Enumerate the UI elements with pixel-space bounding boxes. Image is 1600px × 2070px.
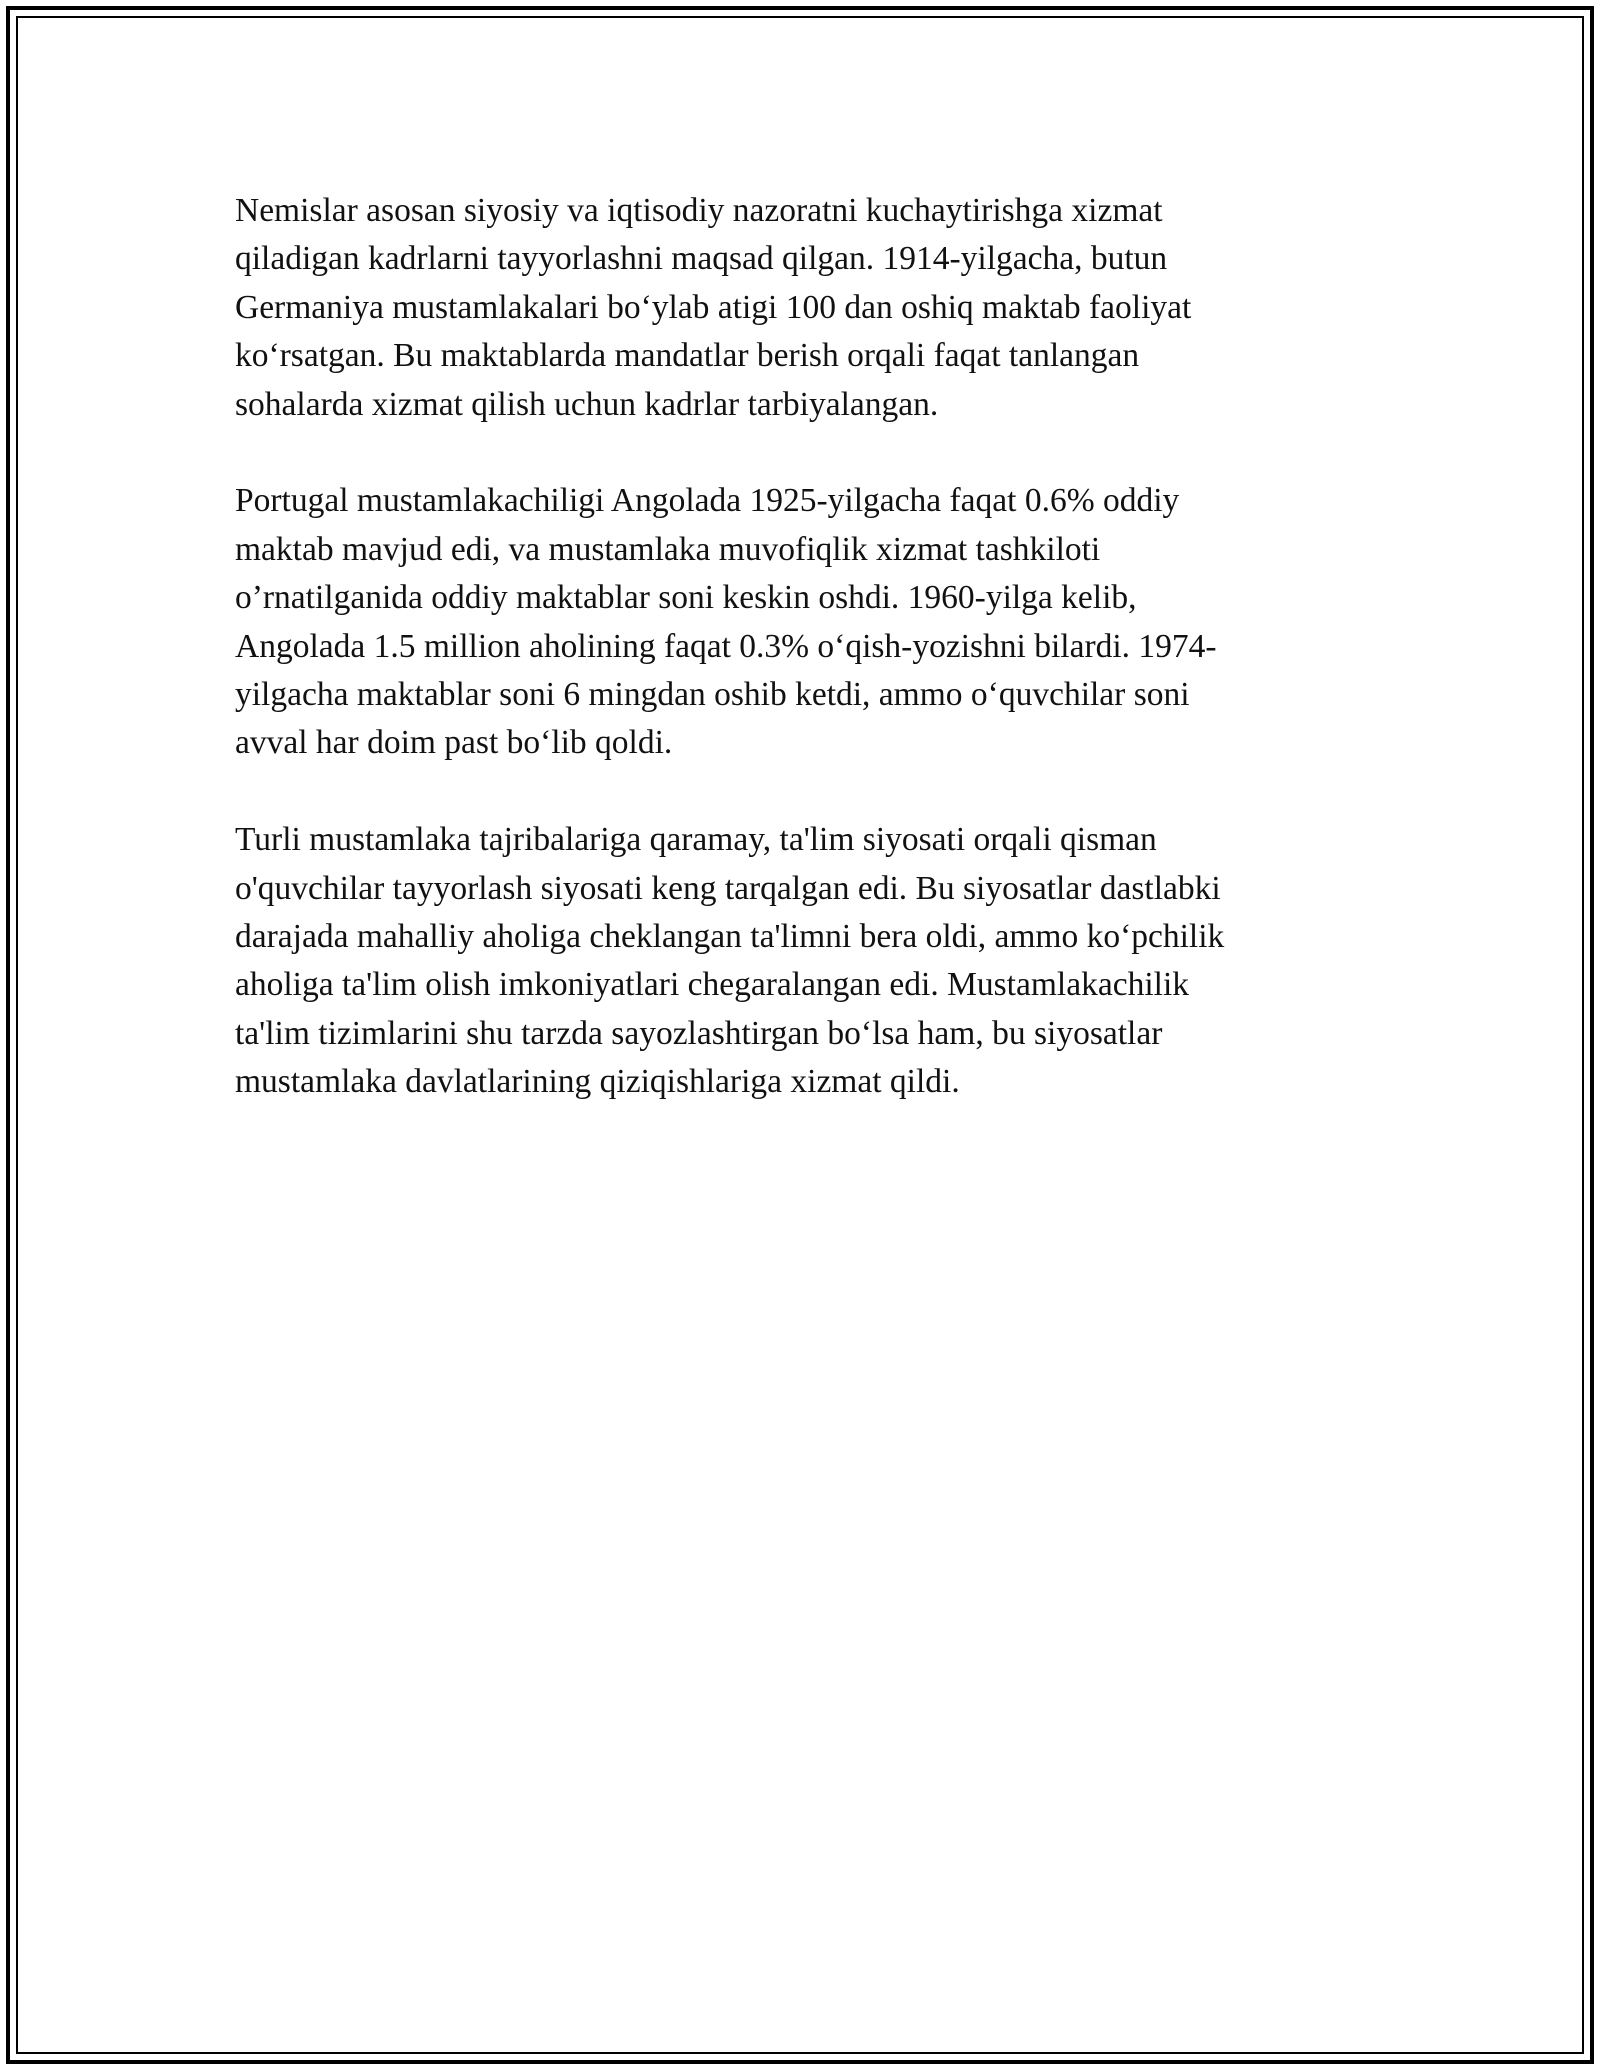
- paragraph-colonial-policy-summary: Turli mustamlaka tajribalariga qaramay, ta'lim siyosati orqali qisman o'quvchilar tayyorlash siyosati keng tarqalgan edi. Bu siyosatlar dastlabki darajada mahalliy aholiga cheklangan ta'limni bera oldi, ammo ko‘pchilik aholiga ta'lim olish imkoniyatlari chegaralangan edi. Mustamlakachilik ta'lim tizimlarini shu tarzda sayozlashtirgan bo‘lsa ham, bu siyosatlar mustamlaka davlatlarining qiziqishlariga xizmat qildi.: [235, 821, 1225, 1101]
- paragraph-german-colonies: Nemislar asosan siyosiy va iqtisodiy nazoratni kuchaytirishga xizmat qiladigan kadrlarni tayyorlashni maqsad qilgan. 1914-yilgacha, butun Germaniya mustamlakalari bo‘ylab atigi 100 dan oshiq maktab faoliyat ko‘rsatgan. Bu maktablarda mandatlar berish orqali faqat tanlangan sohalarda xizmat qilish uchun kadrlar tarbiyalangan.: [235, 192, 1192, 423]
- document-body: [235, 187, 1365, 1155]
- paragraph-portuguese-angola: Portugal mustamlakachiligi Angolada 1925-yilgacha faqat 0.6% oddiy maktab mavjud edi, va mustamlaka muvofiqlik xizmat tashkiloti o’rnatilganida oddiy maktablar soni keskin oshdi. 1960-yilga kelib, Angolada 1.5 million aholining faqat 0.3% o‘qish-yozishni bilardi. 1974- yilgacha maktablar soni 6 mingdan oshib ketdi, ammo o‘quvchilar soni avval har doim past bo‘lib qoldi.: [235, 482, 1217, 762]
